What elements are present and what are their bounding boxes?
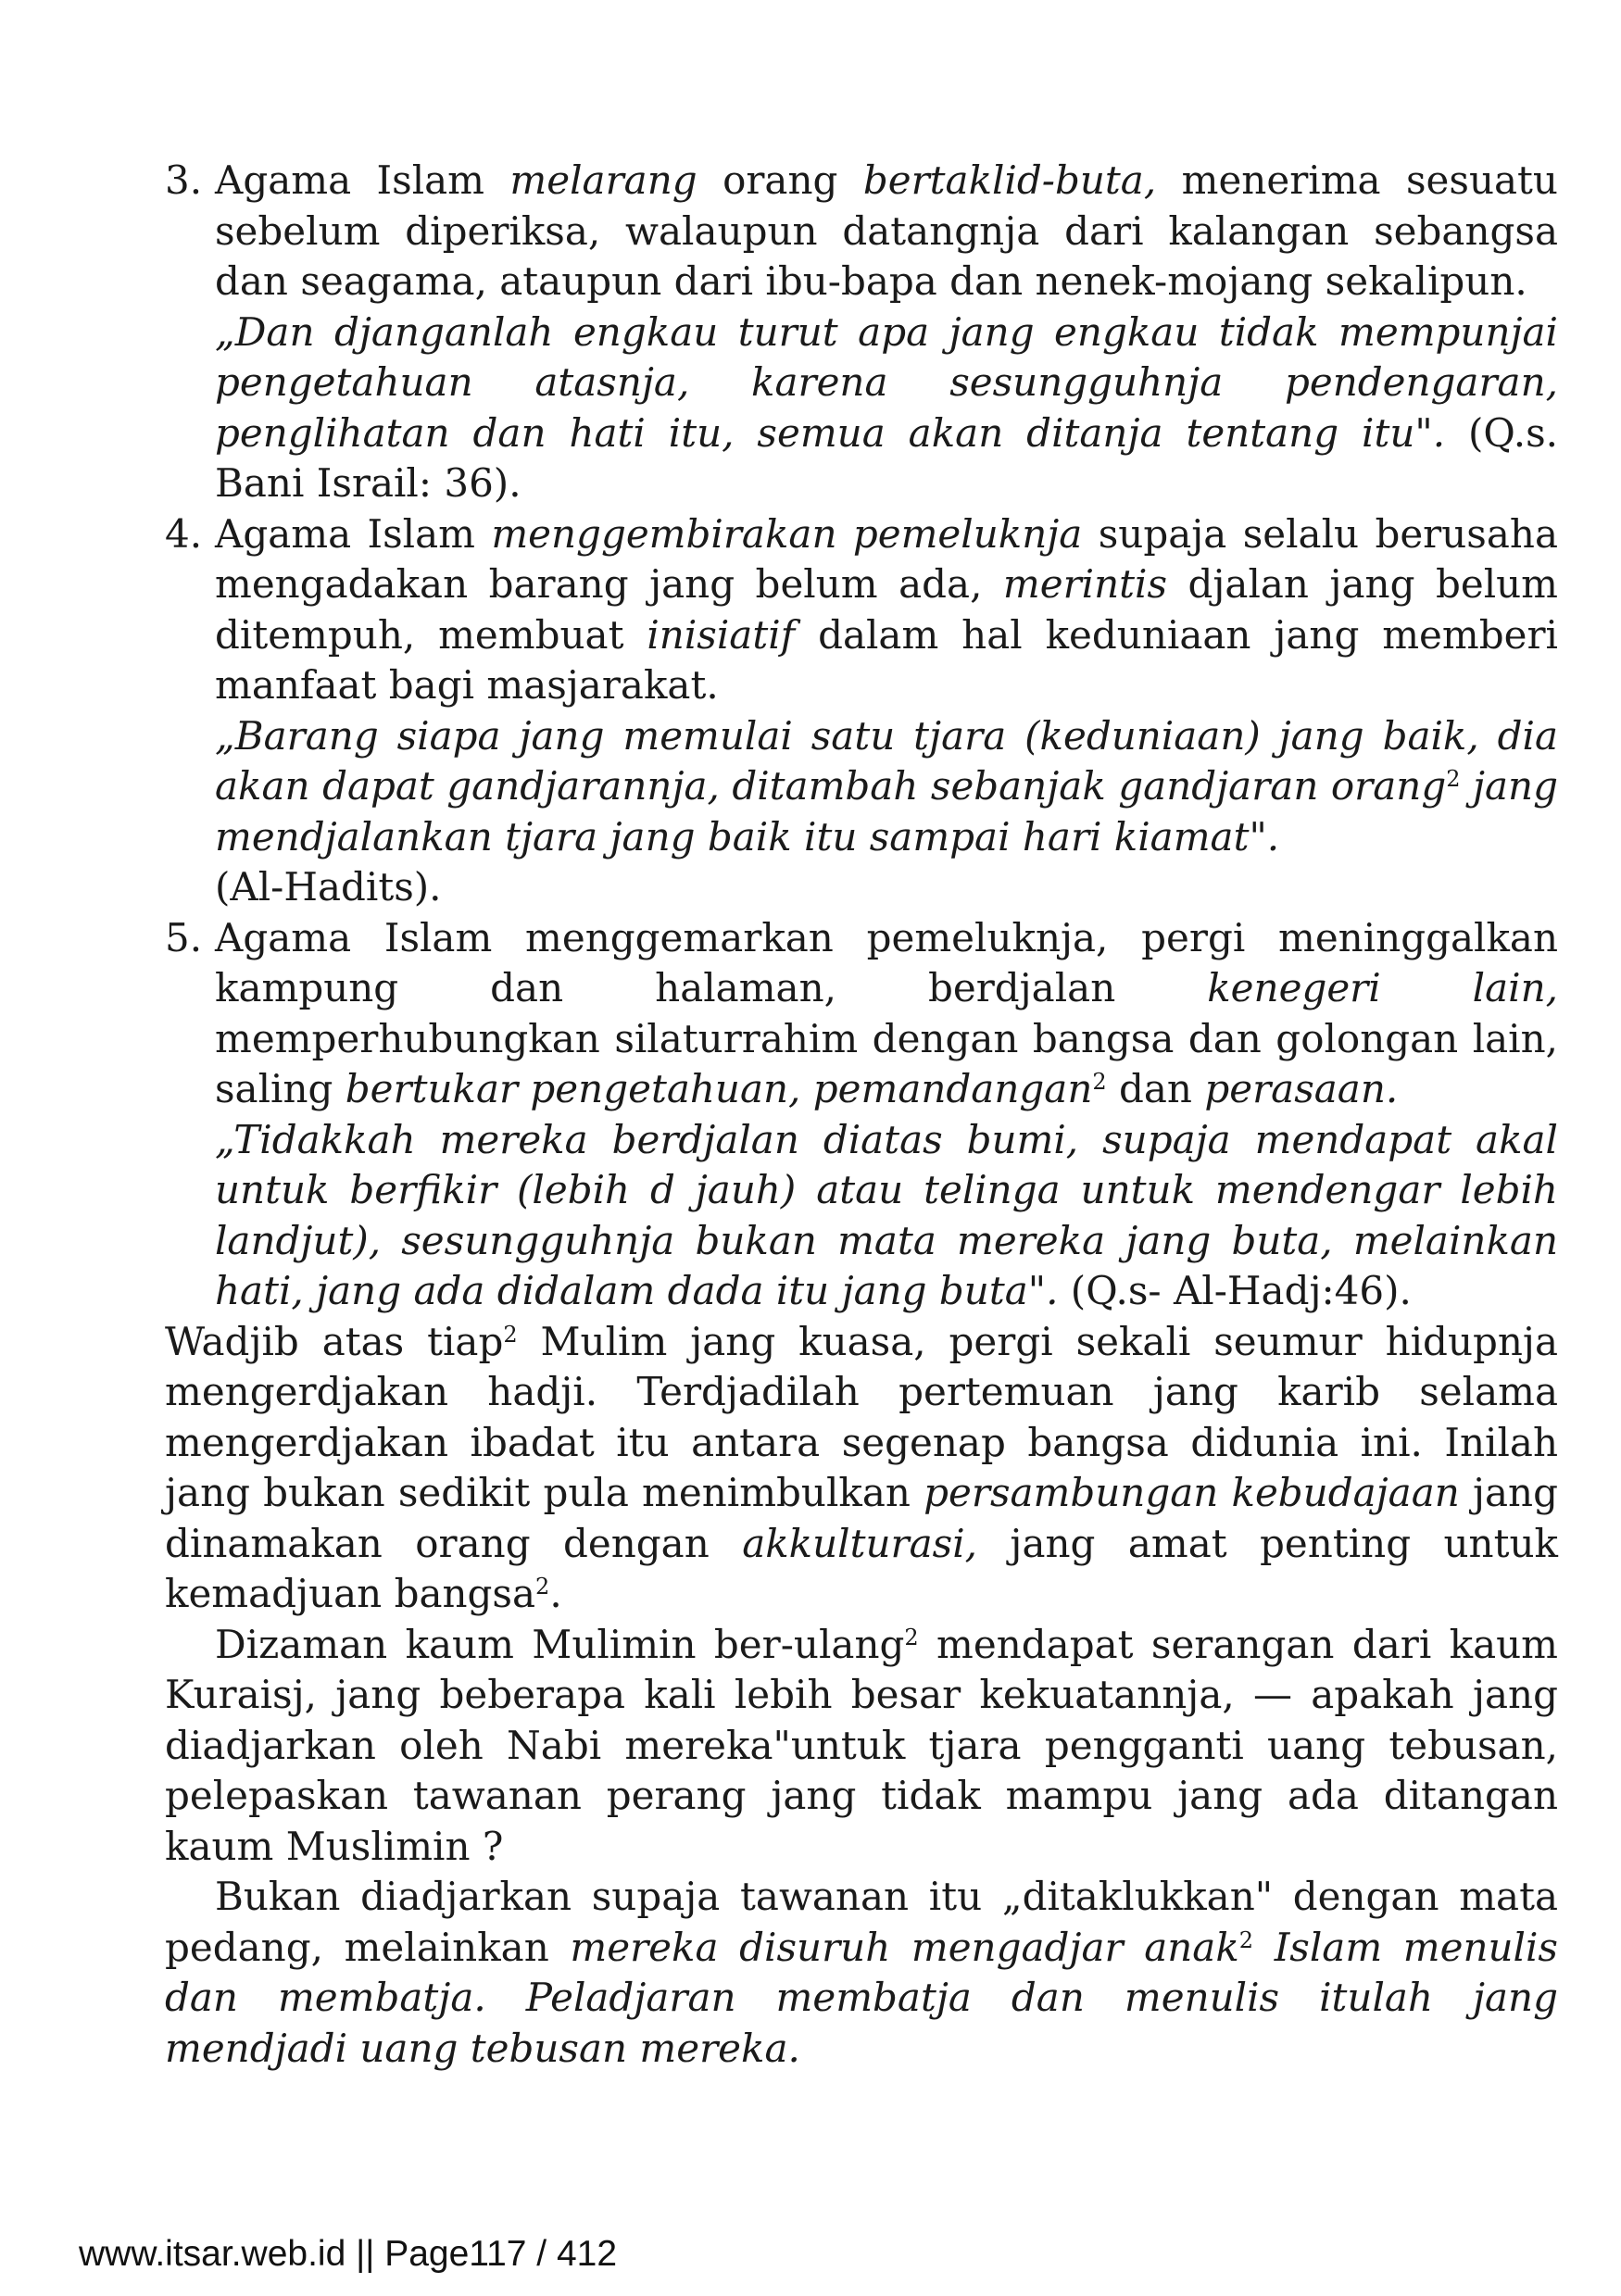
quote-reference: (Al-Hadits).	[215, 864, 442, 910]
list-item-text: Agama Islam menggemarkan pemeluknja, pergi meninggalkan kampung dan halaman, berdjalan kenegeri lain, memperhubungkan silaturrahim dengan bangsa dan golongan lain, saling bertukar pengetahuan, pemandangan$^2$ dan perasaan. „Tidakkah mereka berdjalan diatas bumi, supaja mendapat akal untuk berfikir (lebih d jauh) atau telinga untuk mendengar lebih landjut), sesungguhnja bukan mata mereka jang buta, melainkan hati, jang ada didalam dada itu jang buta". (Q.s- Al-Hadj:46).	[215, 914, 1558, 1313]
page-footer: www.itsar.web.id || Page117 / 412	[79, 2234, 618, 2274]
list-item-5	[165, 913, 1558, 1317]
list-item-4	[165, 509, 1558, 913]
paragraph-ransom: Bukan diadjarkan supaja tawanan itu „ditaklukkan" dengan mata pedang, melainkan mereka disuruh mengadjar anak$^2$ Islam menulis dan membatja. Peladjaran membatja dan menulis itulah jang mendjadi uang tebusan mereka.	[165, 1874, 1558, 2071]
quote-reference: (Q.s. Bani Israil: 36).	[215, 409, 1558, 506]
list-item-text: Agama Islam menggembirakan pemeluknja supaja selalu berusaha mengadakan barang jang belum ada, merintis djalan jang belum ditempuh, membuat inisiatif dalam hal keduniaan jang memberi manfaat bagi masjarakat.	[215, 510, 1558, 708]
page-body	[165, 156, 1558, 2074]
list-item-text: Agama Islam melarang orang bertaklid-buta, menerima sesuatu sebelum diperiksa, walaupun datangnja dari kalangan sebangsa dan seagama, ataupun dari ibu-bapa dan nenek-mojang sekalipun. „Dan djanganlah engkau turut apa jang engkau tidak mempunjai pengetahuan atasnja, karena sesungguhnja pendengaran, penglihatan dan hati itu, semua akan ditanja tentang itu". (Q.s. Bani Israil: 36).	[215, 157, 1558, 506]
list-item-3	[165, 156, 1558, 509]
paragraph-quraisy: Dizaman kaum Mulimin ber-ulang$^2$ mendapat serangan dari kaum Kuraisj, jang beberapa kali lebih besar kekuatannja, — apakah jang diadjarkan oleh Nabi mereka"untuk tjara pengganti uang tebusan, pelepaskan tawanan perang jang tidak mampu jang ada ditangan kaum Muslimin ?	[165, 1621, 1558, 1869]
quran-quote: „Dan djanganlah engkau turut apa jang engkau tidak mempunjai pengetahuan atasnja, karena sesungguhnja pendengaran, penglihatan dan hati itu, semua akan ditanja tentang itu".	[215, 308, 1558, 456]
paragraph-hajj: Wadjib atas tiap$^2$ Mulim jang kuasa, pergi sekali seumur hidupnja mengerdjakan hadji. Terdjadilah pertemuan jang karib selama mengerdjakan ibadat itu antara segenap bangsa didunia ini. Inilah jang bukan sedikit pula menimbulkan persambungan kebudajaan jang dinamakan orang dengan akkulturasi, jang amat penting untuk kemadjuan bangsa$^2$.	[165, 1318, 1558, 1616]
list-number: 4.	[165, 510, 203, 557]
list-number: 5.	[165, 914, 203, 960]
list-number: 3.	[165, 157, 203, 203]
hadith-quote: „Barang siapa jang memulai satu tjara (keduniaan) jang baik, dia akan dapat gandjarannja, ditambah sebanjak gandjaran orang$^2$ jang mendjalankan tjara jang baik itu sampai hari kiamat". (Al-Hadits).	[215, 712, 1558, 910]
quran-quote: „Tidakkah mereka berdjalan diatas bumi, supaja mendapat akal untuk berfikir (lebih d jauh) atau telinga untuk mendengar lebih landjut), sesungguhnja bukan mata mereka jang buta, melainkan hati, jang ada didalam dada itu jang buta".	[215, 1116, 1558, 1313]
quote-reference: (Q.s- Al-Hadj:46).	[1058, 1268, 1412, 1313]
